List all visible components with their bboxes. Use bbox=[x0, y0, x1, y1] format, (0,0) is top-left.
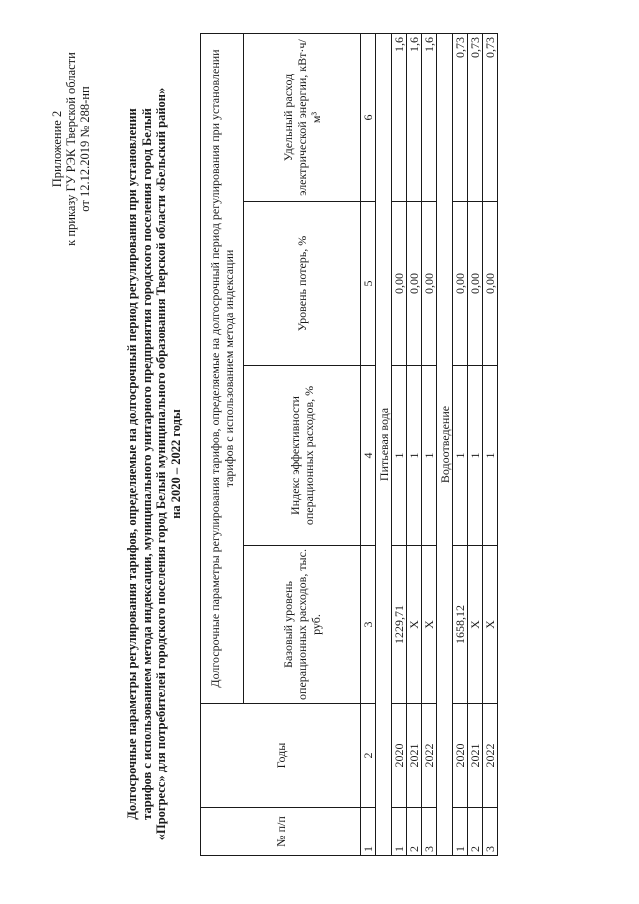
row-loss: 0,00 bbox=[392, 202, 407, 366]
row-energy: 1,6 bbox=[407, 33, 422, 201]
row-loss: 0,00 bbox=[422, 202, 437, 366]
row-energy: 1,6 bbox=[392, 33, 407, 201]
colnum-3: 3 bbox=[361, 546, 376, 704]
row-year: 2021 bbox=[468, 704, 483, 808]
row-base: Х bbox=[422, 546, 437, 704]
title-line-4: на 2020 – 2022 годы bbox=[168, 409, 183, 519]
appendix-block bbox=[50, 34, 92, 264]
table-row bbox=[422, 33, 437, 855]
colnum-1: 1 bbox=[361, 808, 376, 856]
row-year: 2022 bbox=[483, 704, 498, 808]
header-group: Долгосрочные параметры регулирования тарифов, определяемые на долгосрочный период регулирования при установлении тарифов с использованием метода индексации bbox=[201, 33, 244, 703]
row-num: 2 bbox=[407, 808, 422, 856]
header-index: Индекс эффективности операционных расходов, % bbox=[244, 366, 361, 546]
row-base: Х bbox=[468, 546, 483, 704]
parameters-table bbox=[200, 33, 498, 856]
row-index: 1 bbox=[392, 366, 407, 546]
row-base: Х bbox=[483, 546, 498, 704]
header-years: Годы bbox=[201, 704, 361, 808]
header-base: Базовый уровень операционных расходов, тыс. руб. bbox=[244, 546, 361, 704]
row-loss: 0,00 bbox=[453, 202, 468, 366]
appendix-line-2: к приказу ГУ РЭК Тверской области bbox=[64, 52, 78, 246]
row-base: 1658,12 bbox=[453, 546, 468, 704]
row-num: 3 bbox=[483, 808, 498, 856]
section-water: Питьевая вода bbox=[376, 33, 392, 855]
row-loss: 0,00 bbox=[483, 202, 498, 366]
table-row bbox=[483, 33, 498, 855]
row-energy: 1,6 bbox=[422, 33, 437, 201]
title-line-2: тарифов с использованием метода индексации, муниципального унитарного предприятия городского поселения город Белый bbox=[139, 108, 154, 820]
row-loss: 0,00 bbox=[468, 202, 483, 366]
row-base: 1229,71 bbox=[392, 546, 407, 704]
row-base: Х bbox=[407, 546, 422, 704]
title-line-3: «Прогресс» для потребителей городского поселения город Белый муниципального образования Тверской области «Бельский район» bbox=[154, 87, 168, 841]
table-row bbox=[407, 33, 422, 855]
colnum-2: 2 bbox=[361, 704, 376, 808]
header-loss: Уровень потерь, % bbox=[244, 202, 361, 366]
appendix-line-3: от 12.12.2019 № 288-нп bbox=[78, 86, 92, 212]
row-energy: 0,73 bbox=[468, 33, 483, 201]
row-loss: 0,00 bbox=[407, 202, 422, 366]
table-row bbox=[468, 33, 483, 855]
table-row bbox=[392, 33, 407, 855]
colnum-6: 6 bbox=[361, 33, 376, 201]
row-year: 2021 bbox=[407, 704, 422, 808]
row-year: 2020 bbox=[392, 704, 407, 808]
row-energy: 0,73 bbox=[483, 33, 498, 201]
document-title bbox=[125, 84, 183, 844]
row-num: 1 bbox=[392, 808, 407, 856]
row-index: 1 bbox=[483, 366, 498, 546]
colnum-4: 4 bbox=[361, 366, 376, 546]
colnum-5: 5 bbox=[361, 202, 376, 366]
row-num: 3 bbox=[422, 808, 437, 856]
row-num: 2 bbox=[468, 808, 483, 856]
header-energy: Удельный расход электрической энергии, кВт·ч/м³ bbox=[244, 33, 361, 201]
row-index: 1 bbox=[407, 366, 422, 546]
row-num: 1 bbox=[453, 808, 468, 856]
row-year: 2020 bbox=[453, 704, 468, 808]
row-index: 1 bbox=[453, 366, 468, 546]
row-index: 1 bbox=[422, 366, 437, 546]
row-index: 1 bbox=[468, 366, 483, 546]
section-sewage: Водоотведение bbox=[437, 33, 453, 855]
table-row bbox=[453, 33, 468, 855]
header-num: № п/п bbox=[201, 808, 361, 856]
title-line-1: Долгосрочные параметры регулирования тарифов, определяемые на долгосрочный период регулирования при установлении bbox=[125, 108, 139, 820]
appendix-line-1: Приложение 2 bbox=[50, 110, 64, 188]
row-year: 2022 bbox=[422, 704, 437, 808]
row-energy: 0,73 bbox=[453, 33, 468, 201]
